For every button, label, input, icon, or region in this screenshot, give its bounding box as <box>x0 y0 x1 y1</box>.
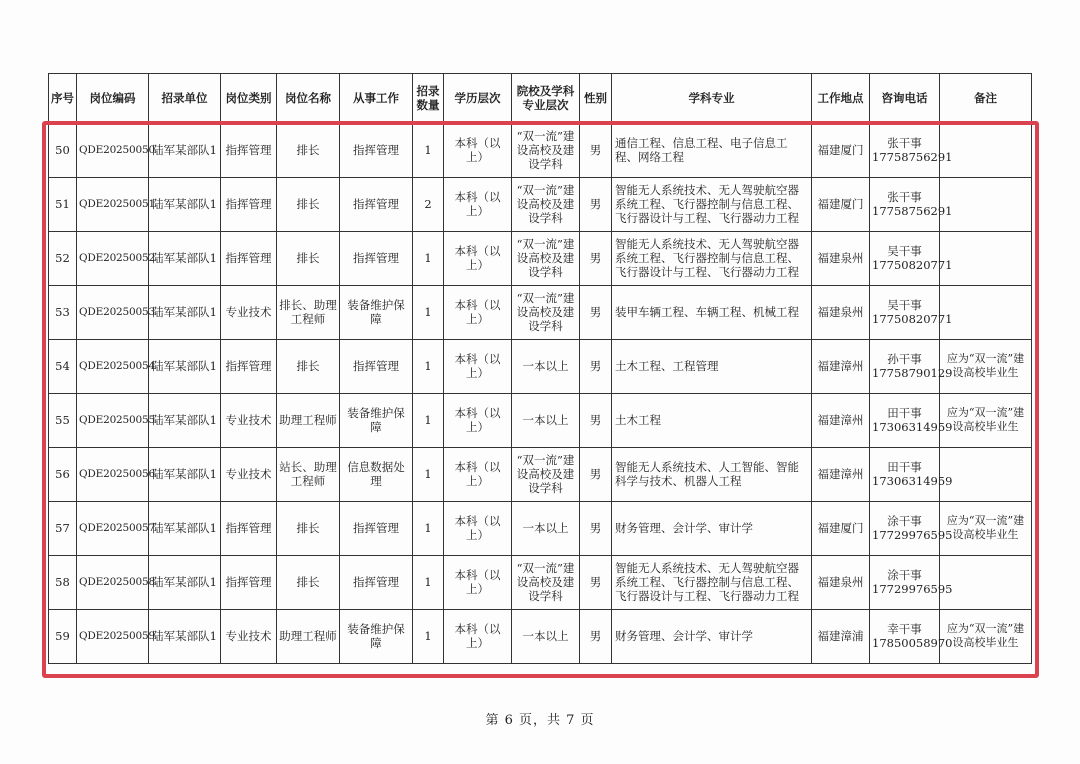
cell-index: 55 <box>49 393 77 447</box>
header-category: 岗位类别 <box>221 74 277 124</box>
header-school-level: 院校及学科专业层次 <box>512 74 580 124</box>
cell-code: QDE20250057 <box>77 501 149 555</box>
cell-work: 指挥管理 <box>340 555 413 609</box>
header-post: 岗位名称 <box>277 74 340 124</box>
contact-phone: 17758790129 <box>872 366 953 380</box>
contact-name: 涂干事 <box>887 514 922 528</box>
header-index: 序号 <box>49 74 77 124</box>
cell-major: 智能无人系统技术、无人驾驶航空器系统工程、飞行器控制与信息工程、飞行器设计与工程、飞行器动力工程 <box>612 231 812 285</box>
header-phone: 咨询电话 <box>870 74 940 124</box>
recruitment-table <box>48 73 1032 664</box>
cell-school-level: 一本以上 <box>512 339 580 393</box>
contact-phone: 17729976595 <box>872 582 953 596</box>
cell-unit: 陆军某部队1 <box>149 339 221 393</box>
cell-major: 土木工程、工程管理 <box>612 339 812 393</box>
cell-index: 58 <box>49 555 77 609</box>
cell-index: 50 <box>49 123 77 177</box>
contact-phone: 17750820771 <box>872 312 953 326</box>
cell-category: 指挥管理 <box>221 339 277 393</box>
cell-code: QDE20250055 <box>77 393 149 447</box>
cell-note <box>940 447 1032 501</box>
cell-work: 指挥管理 <box>340 177 413 231</box>
cell-phone <box>870 123 953 177</box>
cell-count: 2 <box>413 177 444 231</box>
cell-work: 指挥管理 <box>340 339 413 393</box>
cell-code: QDE20250050 <box>77 123 149 177</box>
cell-index: 56 <box>49 447 77 501</box>
cell-education: 本科（以上） <box>444 285 512 339</box>
table-row <box>49 501 1032 555</box>
cell-major: 财务管理、会计学、审计学 <box>612 609 812 663</box>
cell-location: 福建泉州 <box>812 231 870 285</box>
table-row <box>49 447 1032 501</box>
cell-education: 本科（以上） <box>444 339 512 393</box>
contact-name: 涂干事 <box>887 568 922 582</box>
cell-gender: 男 <box>580 339 612 393</box>
cell-category: 指挥管理 <box>221 231 277 285</box>
cell-unit: 陆军某部队1 <box>149 231 221 285</box>
cell-index: 52 <box>49 231 77 285</box>
cell-post: 站长、助理工程师 <box>277 447 340 501</box>
header-work: 从事工作 <box>340 74 413 124</box>
cell-gender: 男 <box>580 177 612 231</box>
contact-name: 张干事 <box>887 136 922 151</box>
cell-unit: 陆军某部队1 <box>149 447 221 501</box>
cell-category: 指挥管理 <box>221 177 277 231</box>
table-body <box>49 123 1032 663</box>
cell-count: 1 <box>413 393 444 447</box>
cell-education: 本科（以上） <box>444 501 512 555</box>
cell-note <box>940 285 1032 339</box>
cell-code: QDE20250056 <box>77 447 149 501</box>
cell-work: 装备维护保障 <box>340 393 413 447</box>
table-row <box>49 393 1032 447</box>
cell-index: 57 <box>49 501 77 555</box>
contact-phone: 17306314959 <box>872 474 953 488</box>
cell-note <box>940 555 1032 609</box>
contact-name: 田干事 <box>887 406 922 420</box>
cell-major: 财务管理、会计学、审计学 <box>612 501 812 555</box>
cell-note <box>940 177 1032 231</box>
cell-post: 排长 <box>277 177 340 231</box>
contact-phone: 17850058970 <box>872 636 953 650</box>
table-row <box>49 177 1032 231</box>
cell-school-level: “双一流”建设高校及建设学科 <box>512 123 580 177</box>
cell-phone <box>870 447 953 501</box>
cell-major: 装甲车辆工程、车辆工程、机械工程 <box>612 285 812 339</box>
cell-location: 福建厦门 <box>812 123 870 177</box>
cell-education: 本科（以上） <box>444 447 512 501</box>
header-unit: 招录单位 <box>149 74 221 124</box>
contact-name: 吴干事 <box>887 244 922 258</box>
cell-count: 1 <box>413 501 444 555</box>
cell-location: 福建漳浦 <box>812 609 870 663</box>
cell-major: 土木工程 <box>612 393 812 447</box>
cell-gender: 男 <box>580 285 612 339</box>
cell-post: 排长 <box>277 231 340 285</box>
cell-unit: 陆军某部队1 <box>149 177 221 231</box>
cell-school-level: 一本以上 <box>512 609 580 663</box>
header-code: 岗位编码 <box>77 74 149 124</box>
table-row <box>49 123 1032 177</box>
cell-phone <box>870 177 953 231</box>
header-location: 工作地点 <box>812 74 870 124</box>
cell-count: 1 <box>413 339 444 393</box>
cell-school-level: 一本以上 <box>512 393 580 447</box>
cell-category: 专业技术 <box>221 285 277 339</box>
cell-education: 本科（以上） <box>444 177 512 231</box>
cell-location: 福建厦门 <box>812 501 870 555</box>
cell-note: 应为“双一流”建设高校毕业生 <box>940 501 1032 555</box>
contact-phone: 17750820771 <box>872 258 953 272</box>
cell-major: 智能无人系统技术、无人驾驶航空器系统工程、飞行器控制与信息工程、飞行器设计与工程、飞行器动力工程 <box>612 555 812 609</box>
cell-note: 应为“双一流”建设高校毕业生 <box>940 393 1032 447</box>
cell-school-level: “双一流”建设高校及建设学科 <box>512 447 580 501</box>
cell-location: 福建漳州 <box>812 447 870 501</box>
contact-phone: 17758756291 <box>872 150 953 165</box>
cell-education: 本科（以上） <box>444 231 512 285</box>
cell-category: 指挥管理 <box>221 123 277 177</box>
header-education: 学历层次 <box>444 74 512 124</box>
contact-name: 吴干事 <box>887 298 922 312</box>
cell-gender: 男 <box>580 555 612 609</box>
cell-location: 福建厦门 <box>812 177 870 231</box>
cell-post: 排长 <box>277 501 340 555</box>
cell-count: 1 <box>413 447 444 501</box>
cell-location: 福建漳州 <box>812 393 870 447</box>
cell-count: 1 <box>413 609 444 663</box>
cell-gender: 男 <box>580 447 612 501</box>
cell-post: 排长 <box>277 123 340 177</box>
table-row <box>49 339 1032 393</box>
cell-post: 排长 <box>277 339 340 393</box>
cell-education: 本科（以上） <box>444 123 512 177</box>
header-note: 备注 <box>940 74 1032 124</box>
contact-name: 田干事 <box>887 460 922 474</box>
recruitment-table-sheet <box>48 73 1031 664</box>
cell-index: 53 <box>49 285 77 339</box>
cell-code: QDE20250054 <box>77 339 149 393</box>
cell-unit: 陆军某部队1 <box>149 393 221 447</box>
cell-index: 51 <box>49 177 77 231</box>
cell-note <box>940 231 1032 285</box>
header-count: 招录数量 <box>413 74 444 124</box>
page-footer: 第 6 页，共 7 页 <box>485 713 595 728</box>
cell-school-level: “双一流”建设高校及建设学科 <box>512 285 580 339</box>
cell-phone <box>870 393 953 447</box>
contact-phone: 17758756291 <box>872 204 953 218</box>
cell-code: QDE20250051 <box>77 177 149 231</box>
cell-work: 指挥管理 <box>340 231 413 285</box>
contact-phone: 17306314959 <box>872 420 953 434</box>
cell-phone <box>870 231 953 285</box>
cell-education: 本科（以上） <box>444 393 512 447</box>
cell-location: 福建泉州 <box>812 285 870 339</box>
cell-count: 1 <box>413 231 444 285</box>
cell-category: 专业技术 <box>221 609 277 663</box>
cell-category: 指挥管理 <box>221 555 277 609</box>
table-header-row <box>49 74 1032 124</box>
table-row <box>49 285 1032 339</box>
cell-post: 排长 <box>277 555 340 609</box>
cell-unit: 陆军某部队1 <box>149 123 221 177</box>
cell-phone <box>870 501 953 555</box>
cell-gender: 男 <box>580 501 612 555</box>
cell-category: 专业技术 <box>221 393 277 447</box>
cell-note: 应为“双一流”建设高校毕业生 <box>940 609 1032 663</box>
cell-code: QDE20250053 <box>77 285 149 339</box>
header-gender: 性别 <box>580 74 612 124</box>
cell-category: 专业技术 <box>221 447 277 501</box>
cell-index: 59 <box>49 609 77 663</box>
cell-education: 本科（以上） <box>444 609 512 663</box>
cell-gender: 男 <box>580 231 612 285</box>
cell-school-level: “双一流”建设高校及建设学科 <box>512 555 580 609</box>
contact-phone: 17729976595 <box>872 528 953 542</box>
cell-school-level: 一本以上 <box>512 501 580 555</box>
cell-note <box>940 123 1032 177</box>
cell-work: 指挥管理 <box>340 123 413 177</box>
cell-unit: 陆军某部队1 <box>149 501 221 555</box>
cell-gender: 男 <box>580 123 612 177</box>
cell-unit: 陆军某部队1 <box>149 555 221 609</box>
cell-gender: 男 <box>580 393 612 447</box>
cell-code: QDE20250058 <box>77 555 149 609</box>
cell-work: 装备维护保障 <box>340 609 413 663</box>
cell-post: 助理工程师 <box>277 609 340 663</box>
cell-code: QDE20250052 <box>77 231 149 285</box>
cell-education: 本科（以上） <box>444 555 512 609</box>
cell-phone <box>870 339 953 393</box>
cell-work: 装备维护保障 <box>340 285 413 339</box>
cell-work: 信息数据处理 <box>340 447 413 501</box>
cell-school-level: “双一流”建设高校及建设学科 <box>512 231 580 285</box>
cell-location: 福建泉州 <box>812 555 870 609</box>
cell-phone <box>870 609 953 663</box>
cell-unit: 陆军某部队1 <box>149 285 221 339</box>
cell-post: 排长、助理工程师 <box>277 285 340 339</box>
cell-major: 智能无人系统技术、无人驾驶航空器系统工程、飞行器控制与信息工程、飞行器设计与工程、飞行器动力工程 <box>612 177 812 231</box>
cell-work: 指挥管理 <box>340 501 413 555</box>
cell-location: 福建漳州 <box>812 339 870 393</box>
cell-note: 应为“双一流”建设高校毕业生 <box>940 339 1032 393</box>
cell-count: 1 <box>413 285 444 339</box>
cell-count: 1 <box>413 555 444 609</box>
cell-phone <box>870 555 953 609</box>
header-major: 学科专业 <box>612 74 812 124</box>
table-row <box>49 555 1032 609</box>
cell-phone <box>870 285 953 339</box>
cell-unit: 陆军某部队1 <box>149 609 221 663</box>
contact-name: 幸干事 <box>887 622 922 636</box>
contact-name: 孙干事 <box>887 352 922 366</box>
cell-gender: 男 <box>580 609 612 663</box>
table-row <box>49 609 1032 663</box>
contact-name: 张干事 <box>887 190 922 204</box>
table-row <box>49 231 1032 285</box>
cell-index: 54 <box>49 339 77 393</box>
cell-major: 智能无人系统技术、人工智能、智能科学与技术、机器人工程 <box>612 447 812 501</box>
cell-major: 通信工程、信息工程、电子信息工程、网络工程 <box>612 123 812 177</box>
cell-category: 指挥管理 <box>221 501 277 555</box>
cell-school-level: “双一流”建设高校及建设学科 <box>512 177 580 231</box>
cell-code: QDE20250059 <box>77 609 149 663</box>
cell-post: 助理工程师 <box>277 393 340 447</box>
cell-count: 1 <box>413 123 444 177</box>
